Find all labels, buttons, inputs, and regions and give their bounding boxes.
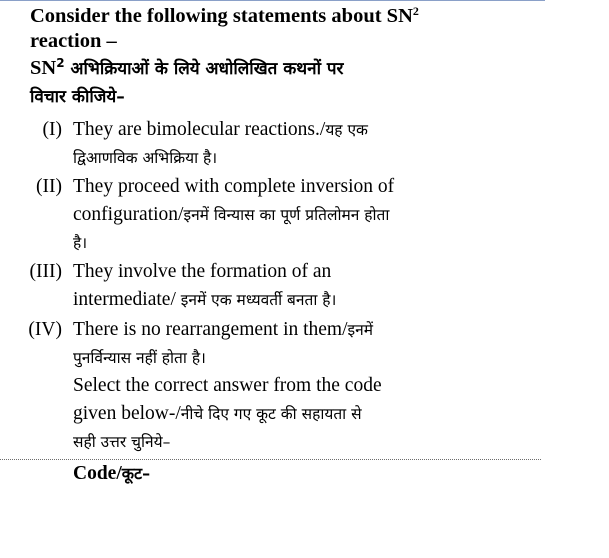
hindi-text: कूट– — [121, 464, 151, 483]
statement-line — [73, 286, 553, 314]
instruction-line — [73, 400, 553, 428]
hindi-text: द्विआणविक अभिक्रिया है। — [73, 149, 218, 167]
statement-line — [73, 316, 553, 344]
sn-label: SN — [30, 57, 57, 79]
instruction-line — [73, 428, 553, 456]
english-text: Code/ — [73, 463, 122, 484]
statement-line — [73, 116, 553, 144]
question-line-1 — [30, 4, 550, 29]
instruction-line — [73, 372, 553, 400]
hindi-text: सही उत्तर चुनिये– — [73, 433, 171, 451]
statement-line — [73, 344, 553, 372]
english-text: They proceed with complete inversion of — [73, 176, 395, 197]
hindi-text: पुनर्विन्यास नहीं होता है। — [73, 349, 206, 367]
english-text: They are bimolecular reactions./ — [73, 119, 326, 140]
superscript-2-hindi: 2 — [56, 56, 65, 70]
statement-number: (IV) — [28, 319, 62, 340]
question-line-2: reaction – — [30, 30, 117, 52]
statement-text — [73, 173, 553, 257]
hindi-text: यह एक — [325, 121, 368, 139]
statement-text — [73, 258, 553, 314]
english-text: There is no rearrangement in them/ — [73, 319, 348, 340]
superscript-2: 2 — [412, 4, 419, 18]
hindi-text: इनमें विन्यास का पूर्ण प्रतिलोमन होता — [183, 206, 390, 224]
english-text: configuration/ — [73, 204, 184, 225]
hindi-text: इनमें एक मध्यवर्ती बनता है। — [180, 291, 337, 309]
english-text: given below-/ — [73, 403, 181, 424]
statement-line — [73, 258, 553, 286]
top-rule — [0, 0, 545, 1]
statement-number: (III) — [29, 261, 62, 282]
statement-line — [73, 173, 553, 201]
code-label — [73, 460, 150, 488]
hindi-text: नीचे दिए गए कूट की सहायता से — [180, 405, 362, 423]
hindi-text: है। — [73, 234, 88, 252]
question-hindi-line-1 — [30, 54, 550, 83]
statement-number: (I) — [42, 119, 62, 140]
statement-text — [73, 316, 553, 456]
english-text: Select the correct answer from the code — [73, 375, 382, 396]
statement-line — [73, 144, 553, 172]
statement-text — [73, 116, 553, 172]
statement-line — [73, 229, 553, 257]
question-line-1-text: Consider the following statements about SN — [30, 5, 413, 27]
english-text: They involve the formation of an — [73, 261, 332, 282]
question-stem — [30, 4, 550, 111]
question-hindi-line-2: विचार कीजिये– — [30, 87, 125, 107]
statement-line — [73, 201, 553, 229]
english-text: intermediate/ — [73, 289, 181, 310]
statement-number: (II) — [36, 176, 62, 197]
hindi-text: इनमें — [347, 321, 373, 339]
question-hindi-line-1-text: अभिक्रियाओं के लिये अधोलिखित कथनों पर — [64, 59, 344, 79]
